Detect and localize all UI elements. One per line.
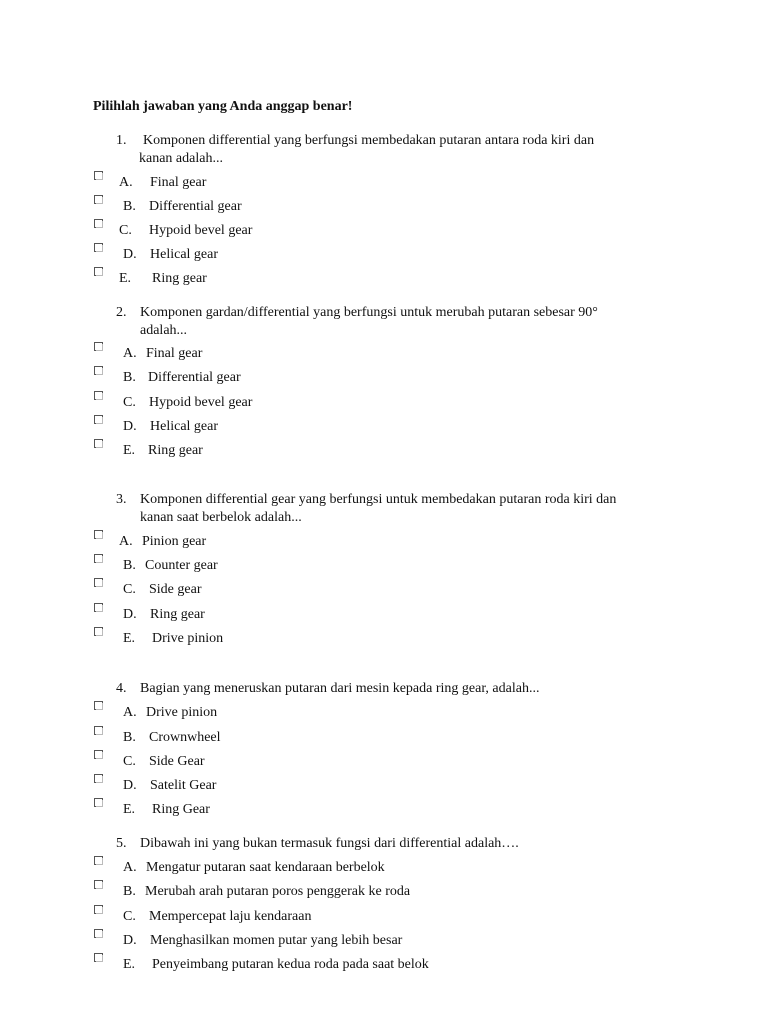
checkbox[interactable] [94,439,103,448]
option-label: Ring Gear [152,802,210,817]
option-letter: B. [123,730,136,745]
option-5d[interactable] [0,932,768,954]
option-letter: A. [119,534,133,549]
option-letter: C. [123,582,136,597]
option-label: Differential gear [149,199,242,214]
checkbox[interactable] [94,195,103,204]
option-1d[interactable] [0,246,768,268]
checkbox[interactable] [94,391,103,400]
checkbox[interactable] [94,905,103,914]
option-label: Helical gear [150,419,219,434]
option-label: Menghasilkan momen putar yang lebih besar [150,933,403,948]
option-1c[interactable] [0,222,768,244]
option-4d[interactable] [0,777,768,799]
option-5e[interactable] [0,956,768,978]
option-letter: D. [123,247,137,262]
checkbox[interactable] [94,603,103,612]
option-letter: B. [123,558,136,573]
option-letter: D. [123,778,137,793]
option-4a[interactable] [0,704,768,726]
option-letter: D. [123,933,137,948]
option-2c[interactable] [0,394,768,416]
question-text-line-2: kanan saat berbelok adalah... [140,510,302,525]
question-text-line-1: Dibawah ini yang bukan termasuk fungsi dari differential adalah…. [140,836,519,851]
option-letter: D. [123,419,137,434]
option-label: Counter gear [145,558,218,573]
option-letter: A. [123,860,137,875]
option-2a[interactable] [0,345,768,367]
option-letter: E. [123,802,136,817]
option-4e[interactable] [0,801,768,823]
option-5b[interactable] [0,883,768,905]
option-label: Hypoid bevel gear [149,223,253,238]
option-letter: A. [123,705,137,720]
option-2e[interactable] [0,442,768,464]
checkbox[interactable] [94,627,103,636]
option-5a[interactable] [0,859,768,881]
option-label: Mempercepat laju kendaraan [149,909,312,924]
option-letter: C. [123,909,136,924]
option-letter: D. [123,607,137,622]
option-letter: E. [123,957,136,972]
checkbox[interactable] [94,774,103,783]
option-3a[interactable] [0,533,768,555]
question-number: 3. [116,492,127,507]
checkbox[interactable] [94,171,103,180]
checkbox[interactable] [94,929,103,938]
checkbox[interactable] [94,415,103,424]
option-5c[interactable] [0,908,768,930]
question-text-line-1: Bagian yang meneruskan putaran dari mesin kepada ring gear, adalah... [140,681,540,696]
option-label: Drive pinion [146,705,218,720]
option-label: Mengatur putaran saat kendaraan berbelok [146,860,385,875]
option-letter: C. [123,754,136,769]
question-number: 5. [116,836,127,851]
option-label: Helical gear [150,247,219,262]
question-number: 1. [116,133,127,148]
checkbox[interactable] [94,267,103,276]
option-label: Side gear [149,582,202,597]
option-letter: E. [123,443,136,458]
option-label: Hypoid bevel gear [149,395,253,410]
option-4c[interactable] [0,753,768,775]
option-4b[interactable] [0,729,768,751]
checkbox[interactable] [94,701,103,710]
page-title: Pilihlah jawaban yang Anda anggap benar! [93,99,353,114]
option-2b[interactable] [0,369,768,391]
question-text-line-1: Komponen gardan/differential yang berfungsi untuk merubah putaran sebesar 90° [140,305,598,320]
option-label: Ring gear [152,271,207,286]
option-label: Satelit Gear [150,778,217,793]
option-letter: C. [119,223,132,238]
option-1b[interactable] [0,198,768,220]
option-letter: A. [123,346,137,361]
option-1a[interactable] [0,174,768,196]
question-2-text [116,304,676,340]
option-letter: E. [119,271,132,286]
question-text-line-2: kanan adalah... [139,151,223,166]
checkbox[interactable] [94,342,103,351]
option-2d[interactable] [0,418,768,440]
option-label: Final gear [150,175,207,190]
option-label: Differential gear [148,370,241,385]
checkbox[interactable] [94,366,103,375]
question-text-line-2: adalah... [140,323,188,338]
checkbox[interactable] [94,554,103,563]
checkbox[interactable] [94,750,103,759]
option-letter: B. [123,884,136,899]
option-label: Pinion gear [142,534,207,549]
checkbox[interactable] [94,578,103,587]
checkbox[interactable] [94,856,103,865]
option-1e[interactable] [0,270,768,292]
checkbox[interactable] [94,798,103,807]
option-label: Side Gear [149,754,205,769]
option-letter: E. [123,631,136,646]
question-text-line-1: Komponen differential yang berfungsi membedakan putaran antara roda kiri dan [143,133,595,148]
checkbox[interactable] [94,219,103,228]
option-label: Ring gear [148,443,203,458]
checkbox[interactable] [94,726,103,735]
checkbox[interactable] [94,953,103,962]
option-3c[interactable] [0,581,768,603]
option-label: Ring gear [150,607,205,622]
option-label: Crownwheel [149,730,221,745]
option-3e[interactable] [0,630,768,652]
checkbox[interactable] [94,880,103,889]
option-letter: C. [123,395,136,410]
option-label: Penyeimbang putaran kedua roda pada saat belok [152,957,429,972]
option-label: Merubah arah putaran poros penggerak ke roda [145,884,411,899]
option-3b[interactable] [0,557,768,579]
option-label: Drive pinion [152,631,224,646]
option-3d[interactable] [0,606,768,628]
question-1-text [116,132,676,168]
question-number: 4. [116,681,127,696]
question-number: 2. [116,305,127,320]
checkbox[interactable] [94,530,103,539]
option-label: Final gear [146,346,203,361]
checkbox[interactable] [94,243,103,252]
option-letter: B. [123,370,136,385]
question-text-line-1: Komponen differential gear yang berfungsi untuk membedakan putaran roda kiri dan [140,492,617,507]
question-4-text [116,680,676,698]
option-letter: B. [123,199,136,214]
question-3-text [116,491,676,527]
option-letter: A. [119,175,133,190]
question-5-text [116,835,676,853]
